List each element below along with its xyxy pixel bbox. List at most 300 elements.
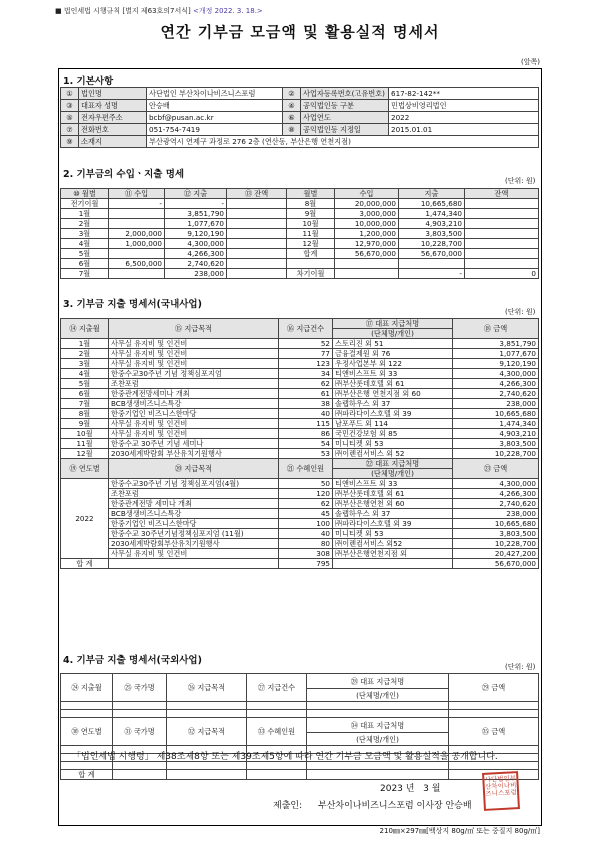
basic-info-table: [60, 87, 539, 148]
expense-row: [61, 409, 539, 419]
empty-row: [61, 710, 539, 718]
amount-cell: 1,474,340: [399, 209, 465, 219]
amount-cell: 10,000,000: [335, 219, 399, 229]
column-subheader: (단체명/개인): [333, 329, 453, 339]
count-cell: 54: [279, 439, 333, 449]
empty-cell: [167, 762, 247, 770]
amount-cell: [465, 219, 539, 229]
expense-row: [61, 399, 539, 409]
empty-cell: [247, 770, 307, 780]
empty-cell: [61, 762, 113, 770]
yearly-row: [61, 489, 539, 499]
month-cell: 6월: [61, 259, 109, 269]
monthly-row: [61, 209, 539, 219]
column-header: 잔액: [465, 189, 539, 199]
field-label: 사업연도: [301, 112, 389, 124]
empty-cell: [167, 710, 247, 718]
amount-cell: 9,120,190: [453, 359, 539, 369]
amount-cell: 3,803,500: [399, 229, 465, 239]
month-cell: 3월: [61, 359, 109, 369]
amount-cell: [335, 269, 399, 279]
field-value: 2015.01.01: [389, 124, 539, 136]
total-row: [61, 770, 539, 780]
amount-cell: [109, 249, 165, 259]
expense-row: [61, 389, 539, 399]
field-number: ⑤: [61, 112, 79, 124]
purpose-cell: 사무실 유지비 및 인건비: [109, 549, 279, 559]
count-cell: 61: [279, 389, 333, 399]
column-header: ㉔ 지출월: [61, 674, 113, 702]
field-value: 051-754-7419: [147, 124, 283, 136]
month-cell: 8월: [287, 199, 335, 209]
basic-info-row: [61, 124, 539, 136]
yearly-row: [61, 549, 539, 559]
column-header: ⑬ 잔액: [227, 189, 287, 199]
expense-row: [61, 439, 539, 449]
amount-cell: 1,200,000: [335, 229, 399, 239]
amount-cell: 10,228,700: [399, 239, 465, 249]
recipient-cell: ㈜이렌컴서비스 외 52: [333, 449, 453, 459]
amount-cell: 238,000: [165, 269, 227, 279]
month-cell: 9월: [287, 209, 335, 219]
column-header: 지출: [399, 189, 465, 199]
field-label: 대표자 성명: [79, 100, 147, 112]
column-header: ㉚ 연도별: [61, 718, 113, 746]
amount-cell: [465, 239, 539, 249]
section1-title: 1. 기본사항: [63, 76, 114, 87]
empty-cell: [307, 710, 449, 718]
amount-cell: -: [399, 269, 465, 279]
amount-cell: 3,803,500: [453, 439, 539, 449]
column-header: ⑩ 월별: [61, 189, 109, 199]
empty-cell: [167, 770, 247, 780]
recipient-cell: ㈜파라다이스호텔 외 39: [333, 409, 453, 419]
purpose-cell: BCB생생비즈니스특강: [109, 399, 279, 409]
amount-cell: [465, 229, 539, 239]
page-side-label: (앞쪽): [521, 58, 540, 66]
beneficiaries-cell: 120: [279, 489, 333, 499]
amount-cell: 3,851,790: [453, 339, 539, 349]
amount-cell: -: [109, 199, 165, 209]
empty-cell: [109, 559, 279, 569]
count-cell: 34: [279, 369, 333, 379]
recipient-cell: 금융결제원 외 76: [333, 349, 453, 359]
month-cell: 12월: [287, 239, 335, 249]
address-row: [61, 136, 539, 148]
amount-cell: 238,000: [453, 509, 539, 519]
column-header: ㉓ 금액: [453, 459, 539, 479]
amount-cell: 56,670,000: [399, 249, 465, 259]
monthly-row: [61, 249, 539, 259]
header-row: [61, 459, 539, 469]
recipient-cell: 우정사업본부 외 122: [333, 359, 453, 369]
form-reference: ■ 법인세법 시행규칙 [별지 제63호의7서식] <개정 2022. 3. 18.>: [55, 7, 263, 15]
submitter-name: 부산차이나비즈니스포럼 이사장 안승배: [318, 801, 472, 811]
column-header: ⑫ 지출: [165, 189, 227, 199]
column-subheader: (단체명/개인): [307, 733, 449, 746]
purpose-cell: 한중기업인 비즈니스한마당: [109, 409, 279, 419]
section2-title: 2. 기부금의 수입ㆍ지출 명세: [63, 169, 185, 180]
empty-cell: [247, 762, 307, 770]
field-value: 2022: [389, 112, 539, 124]
recipient-cell: 남포푸드 외 114: [333, 419, 453, 429]
column-header: ⑯ 지급건수: [279, 319, 333, 339]
month-cell: 10월: [287, 219, 335, 229]
empty-cell: [449, 762, 539, 770]
basic-info-row: [61, 88, 539, 100]
recipient-cell: ㈜이렌컴서비스 외52: [333, 539, 453, 549]
purpose-cell: BCB생생비즈니스특강: [109, 509, 279, 519]
amount-cell: [227, 199, 287, 209]
field-value: bcbf@pusan.ac.kr: [147, 112, 283, 124]
purpose-cell: 사무실 유지비 및 인건비: [109, 419, 279, 429]
purpose-cell: 사무실 유지비 및 인건비: [109, 339, 279, 349]
amount-cell: -: [165, 199, 227, 209]
monthly-row: [61, 229, 539, 239]
column-header: 수입: [335, 189, 399, 199]
field-number: ②: [283, 88, 301, 100]
amount-cell: [227, 239, 287, 249]
amount-cell: 1,000,000: [109, 239, 165, 249]
amount-cell: 4,266,300: [165, 249, 227, 259]
field-number: ⑦: [61, 124, 79, 136]
submitter-label: 제출인:: [273, 801, 303, 811]
amount-cell: [465, 249, 539, 259]
field-label: 소재지: [79, 136, 147, 148]
field-number: ⑨: [61, 136, 79, 148]
column-header: ㉟ 금액: [449, 718, 539, 746]
empty-row: [61, 762, 539, 770]
field-label: 법인명: [79, 88, 147, 100]
total-row: [61, 559, 539, 569]
beneficiaries-cell: 308: [279, 549, 333, 559]
column-header: ⑰ 대표 지급처명: [333, 319, 453, 329]
amount-cell: 1,474,340: [453, 419, 539, 429]
recipient-cell: 국민건강보험 외 85: [333, 429, 453, 439]
amount-cell: 2,000,000: [109, 229, 165, 239]
amount-cell: 10,228,700: [453, 539, 539, 549]
count-cell: 123: [279, 359, 333, 369]
header-row: [61, 189, 539, 199]
expense-row: [61, 369, 539, 379]
column-header: ⑮ 지급목적: [109, 319, 279, 339]
amount-cell: 1,077,670: [165, 219, 227, 229]
basic-info-row: [61, 112, 539, 124]
count-cell: 62: [279, 379, 333, 389]
column-header: ㉝ 수혜인원: [247, 718, 307, 746]
field-number: ⑧: [283, 124, 301, 136]
field-value: 사단법인 부산차이나비즈니스포럼: [147, 88, 283, 100]
purpose-cell: 한중기업인 비즈니스한마당: [109, 519, 279, 529]
empty-row: [61, 702, 539, 710]
recipient-cell: ㈜부산롯데호텔 외 61: [333, 379, 453, 389]
amount-cell: 2,740,620: [453, 389, 539, 399]
amount-cell: 10,228,700: [453, 449, 539, 459]
month-cell: 9월: [61, 419, 109, 429]
month-cell: 전기이월: [61, 199, 109, 209]
purpose-cell: 사무실 유지비 및 인건비: [109, 349, 279, 359]
column-header: ㉒ 대표 지급처명: [333, 459, 453, 469]
document-title: 연간 기부금 모금액 및 활용실적 명세서: [160, 23, 440, 41]
recipient-cell: ㈜파라다이스호텔 외 39: [333, 519, 453, 529]
beneficiaries-cell: 40: [279, 529, 333, 539]
amount-cell: [465, 209, 539, 219]
amount-cell: 4,300,000: [453, 369, 539, 379]
purpose-cell: 한중관계전망 세미나 개최: [109, 499, 279, 509]
total-count: 795: [279, 559, 333, 569]
field-value: 안승배: [147, 100, 283, 112]
month-cell: 4월: [61, 239, 109, 249]
basic-info-row: [61, 100, 539, 112]
expense-row: [61, 359, 539, 369]
recipient-cell: 솔랩하우스 외 37: [333, 399, 453, 409]
expense-row: [61, 419, 539, 429]
amount-cell: 238,000: [453, 399, 539, 409]
month-cell: 11월: [287, 229, 335, 239]
empty-cell: [307, 770, 449, 780]
column-header: ⑪ 수입: [109, 189, 165, 199]
revision-note: <개정 2022. 3. 18.>: [193, 7, 263, 15]
column-header: ㉕ 국가명: [113, 674, 167, 702]
month-cell: 11월: [61, 439, 109, 449]
empty-cell: [333, 559, 453, 569]
month-cell: 3월: [61, 229, 109, 239]
yearly-row: [61, 499, 539, 509]
column-header: ㉗ 지급건수: [247, 674, 307, 702]
amount-cell: 56,670,000: [335, 249, 399, 259]
official-seal: 사단법인부산차이나비즈니스포럼: [482, 771, 520, 811]
purpose-cell: 한중수교 30주년기념정책심포지엄 (11월): [109, 529, 279, 539]
field-number: ③: [61, 100, 79, 112]
purpose-cell: 한중수교 30주년 기념 세미나: [109, 439, 279, 449]
empty-cell: [449, 702, 539, 710]
amount-cell: 3,803,500: [453, 529, 539, 539]
disclosure-statement: 「법인세법 시행령」 제38조제8항 또는 제39조제5항에 따라 연간 기부금 모금액 및 활용실적을 공개합니다.: [72, 752, 498, 762]
amount-cell: [227, 229, 287, 239]
amount-cell: [227, 259, 287, 269]
beneficiaries-cell: 62: [279, 499, 333, 509]
month-cell: [287, 259, 335, 269]
amount-cell: 4,266,300: [453, 379, 539, 389]
empty-cell: [113, 770, 167, 780]
column-subheader: (단체명/개인): [333, 469, 453, 479]
empty-cell: [167, 702, 247, 710]
column-subheader: (단체명/개인): [307, 689, 449, 702]
amount-cell: 4,300,000: [453, 479, 539, 489]
paper-spec: 210㎜×297㎜[백상지 80g/㎡ 또는 중질지 80g/㎡]: [379, 827, 540, 835]
amount-cell: 3,851,790: [165, 209, 227, 219]
field-label: 전화번호: [79, 124, 147, 136]
yearly-row: [61, 529, 539, 539]
purpose-cell: 한중관계전망세미나 개최: [109, 389, 279, 399]
amount-cell: 10,665,680: [453, 519, 539, 529]
purpose-cell: 한중수교30주년 기념 정책심포지엄(4월): [109, 479, 279, 489]
field-value: 민법상비영리법인: [389, 100, 539, 112]
empty-cell: [61, 702, 113, 710]
monthly-row: [61, 239, 539, 249]
field-number: ⑥: [283, 112, 301, 124]
month-cell: 2월: [61, 349, 109, 359]
amount-cell: 9,120,190: [165, 229, 227, 239]
section4-unit: (단위: 원): [505, 663, 536, 671]
month-cell: 5월: [61, 249, 109, 259]
month-cell: 1월: [61, 339, 109, 349]
year-cell: 2022: [61, 479, 109, 559]
expense-row: [61, 449, 539, 459]
month-cell: 4월: [61, 369, 109, 379]
income-expense-table: [60, 188, 539, 279]
monthly-row: [61, 219, 539, 229]
amount-cell: 10,665,680: [399, 199, 465, 209]
count-cell: 40: [279, 409, 333, 419]
field-label: 전자우편주소: [79, 112, 147, 124]
amount-cell: 10,665,680: [453, 409, 539, 419]
amount-cell: 4,903,210: [399, 219, 465, 229]
amount-cell: [227, 219, 287, 229]
amount-cell: [227, 209, 287, 219]
count-cell: 53: [279, 449, 333, 459]
column-header: ⑱ 금액: [453, 319, 539, 339]
amount-cell: 4,300,000: [165, 239, 227, 249]
amount-cell: 4,266,300: [453, 489, 539, 499]
column-header: ⑲ 연도별: [61, 459, 109, 479]
column-header: ㉜ 지급목적: [167, 718, 247, 746]
yearly-row: [61, 509, 539, 519]
field-label: 공익법인등 지정일: [301, 124, 389, 136]
overseas-expense-table: [60, 673, 539, 780]
column-header: ㉙ 금액: [449, 674, 539, 702]
purpose-cell: 조찬포럼: [109, 379, 279, 389]
recipient-cell: 티앤비스프트 외 33: [333, 479, 453, 489]
amount-cell: 3,000,000: [335, 209, 399, 219]
month-cell: 차기이월: [287, 269, 335, 279]
amount-cell: [227, 249, 287, 259]
yearly-row: [61, 539, 539, 549]
column-header: ㉘ 대표 지급처명: [307, 674, 449, 689]
amount-cell: 12,970,000: [335, 239, 399, 249]
empty-cell: [113, 702, 167, 710]
section4-title: 4. 기부금 지출 명세서(국외사업): [63, 655, 202, 666]
empty-cell: [449, 710, 539, 718]
month-cell: 6월: [61, 389, 109, 399]
month-cell: 1월: [61, 209, 109, 219]
amount-cell: 6,500,000: [109, 259, 165, 269]
recipient-cell: 스토리진 외 51: [333, 339, 453, 349]
yearly-row: [61, 519, 539, 529]
monthly-row: [61, 199, 539, 209]
beneficiaries-cell: 100: [279, 519, 333, 529]
header-row: [61, 319, 539, 329]
beneficiaries-cell: 50: [279, 479, 333, 489]
total-amount: 56,670,000: [453, 559, 539, 569]
month-cell: 5월: [61, 379, 109, 389]
month-cell: 2월: [61, 219, 109, 229]
recipient-cell: 티앤비스프트 외 33: [333, 369, 453, 379]
amount-cell: [465, 199, 539, 209]
month-cell: 10월: [61, 429, 109, 439]
empty-cell: [247, 702, 307, 710]
amount-cell: 2,740,620: [165, 259, 227, 269]
address-value: 부산광역시 연제구 과정로 276 2층 (연산동, 부산은행 연천지점): [147, 136, 539, 148]
empty-cell: [247, 710, 307, 718]
count-cell: 86: [279, 429, 333, 439]
amount-cell: [227, 269, 287, 279]
month-cell: 12월: [61, 449, 109, 459]
empty-cell: [307, 762, 449, 770]
section2-unit: (단위: 원): [505, 177, 536, 185]
month-cell: 합계: [287, 249, 335, 259]
recipient-cell: ㈜부산롯데호텔 외 61: [333, 489, 453, 499]
month-cell: 8월: [61, 409, 109, 419]
empty-cell: [307, 702, 449, 710]
beneficiaries-cell: 80: [279, 539, 333, 549]
recipient-cell: 미니티켓 외 53: [333, 439, 453, 449]
total-label: 합 계: [61, 770, 113, 780]
section3-title: 3. 기부금 지출 명세서(국내사업): [63, 299, 202, 310]
recipient-cell: ㈜부산은행연천 외 60: [333, 499, 453, 509]
month-cell: 7월: [61, 399, 109, 409]
amount-cell: 2,740,620: [453, 499, 539, 509]
column-header: ㉖ 지급목적: [167, 674, 247, 702]
purpose-cell: 사무실 유지비 및 인건비: [109, 429, 279, 439]
column-header: ⑭ 지출월: [61, 319, 109, 339]
month-cell: 7월: [61, 269, 109, 279]
amount-cell: 20,427,200: [453, 549, 539, 559]
field-label: 공익법인등 구분: [301, 100, 389, 112]
amount-cell: 0: [465, 269, 539, 279]
recipient-cell: ㈜부산은행연천지점 외: [333, 549, 453, 559]
monthly-row: [61, 269, 539, 279]
amount-cell: [465, 259, 539, 269]
expense-row: [61, 339, 539, 349]
empty-cell: [113, 710, 167, 718]
field-label: 사업자등록번호(고유번호): [301, 88, 389, 100]
monthly-row: [61, 259, 539, 269]
field-number: ④: [283, 100, 301, 112]
amount-cell: 1,077,670: [453, 349, 539, 359]
purpose-cell: 사무실 유지비 및 인건비: [109, 359, 279, 369]
empty-cell: [113, 762, 167, 770]
amount-cell: 20,000,000: [335, 199, 399, 209]
purpose-cell: 조찬포럼: [109, 489, 279, 499]
column-header: ㉑ 수혜인원: [279, 459, 333, 479]
expense-row: [61, 429, 539, 439]
recipient-cell: 솔랩하우스 외 37: [333, 509, 453, 519]
header-row: [61, 674, 539, 689]
field-number: ①: [61, 88, 79, 100]
submission-date: 2023 년 3 월: [380, 784, 441, 794]
field-value: 617-82-142**: [389, 88, 539, 100]
count-cell: 38: [279, 399, 333, 409]
count-cell: 115: [279, 419, 333, 429]
purpose-cell: 2030세계박람회 부산유치기원행사: [109, 449, 279, 459]
beneficiaries-cell: 45: [279, 509, 333, 519]
section3-unit: (단위: 원): [505, 308, 536, 316]
recipient-cell: ㈜부산은행 연천지점 외 60: [333, 389, 453, 399]
amount-cell: 4,903,210: [453, 429, 539, 439]
amount-cell: [109, 209, 165, 219]
purpose-cell: 2030세계박람회부산유치기원행사: [109, 539, 279, 549]
count-cell: 52: [279, 339, 333, 349]
recipient-cell: 미니티켓 외 53: [333, 529, 453, 539]
column-header: 월별: [287, 189, 335, 199]
yearly-row: [61, 479, 539, 489]
count-cell: 77: [279, 349, 333, 359]
amount-cell: [109, 269, 165, 279]
amount-cell: [109, 219, 165, 229]
expense-row: [61, 379, 539, 389]
amount-cell: [399, 259, 465, 269]
